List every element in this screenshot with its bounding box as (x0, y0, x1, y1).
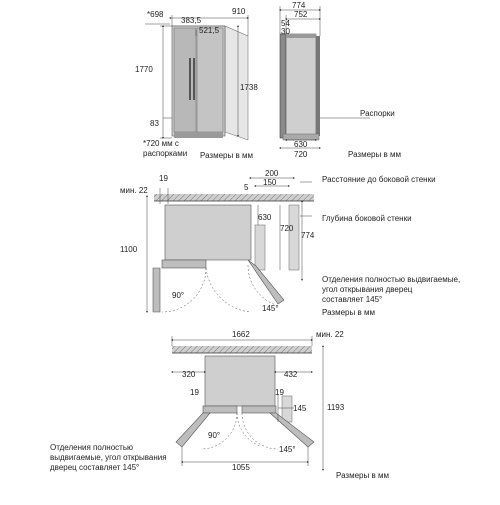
dim-521-5: 521,5 (199, 26, 220, 35)
dim-774-plan: 774 (301, 231, 315, 240)
door-handle-right (193, 58, 195, 100)
spacer-label: Распорки (360, 109, 395, 118)
fridge-door (197, 28, 223, 132)
front-note-line1: *720 мм с (143, 139, 179, 148)
plan2-fridge-body (205, 356, 275, 406)
dim-432: 432 (284, 370, 298, 379)
plan1-arc-mid (206, 268, 250, 312)
dim-145: 145 (293, 404, 307, 413)
dim-height-1770: 1770 (135, 65, 153, 74)
dim-5: 5 (244, 183, 249, 192)
dim-1193: 1193 (327, 403, 345, 412)
dim-1100: 1100 (120, 245, 138, 254)
dim-720-plan: 720 (280, 224, 294, 233)
dim-630: 630 (294, 140, 308, 149)
dim-383-5: 383,5 (181, 16, 202, 25)
dim-19-right: 19 (275, 388, 284, 397)
plan-view-2 (50, 330, 389, 480)
dim-19-left: 19 (190, 388, 199, 397)
freezer-door (174, 28, 196, 132)
dim-depth-774: 774 (292, 1, 306, 10)
front-units: Размеры в мм (200, 151, 253, 160)
side-door (280, 34, 286, 138)
plan1-fridge-body (165, 205, 251, 260)
dim-width-910: 910 (232, 7, 246, 16)
angle-90: 90° (172, 291, 185, 300)
dim-19: 19 (159, 174, 168, 183)
plan1-left-door-open (153, 268, 160, 312)
dim-min-22: мин. 22 (120, 186, 148, 195)
dim-depth-752: 752 (294, 10, 308, 19)
angle-145: 145° (262, 304, 279, 313)
side-top-edge (286, 34, 316, 38)
dim-200: 200 (265, 169, 279, 178)
plan1-side-wall-far (289, 205, 299, 270)
dim-30: 30 (281, 27, 290, 36)
angle-90-b: 90° (208, 431, 221, 440)
plan2-arc-2 (237, 413, 260, 446)
plan2-note-3: дверец составляет 145° (50, 463, 140, 472)
front-view (135, 7, 258, 160)
fridge-base (174, 132, 223, 138)
door-handle-left (189, 58, 191, 100)
plan2-units: Размеры в мм (336, 471, 389, 480)
plan-view-1 (120, 169, 460, 317)
plan1-side-wall-near (255, 225, 265, 270)
plan1-right-door-open (248, 260, 284, 304)
plan2-note-1: Отделения полностью (50, 443, 134, 452)
side-view (280, 1, 401, 159)
plan1-units: Размеры в мм (322, 308, 375, 317)
dim-54: 54 (281, 19, 290, 28)
dim-1055: 1055 (232, 463, 250, 472)
plan2-side-wall (282, 396, 292, 422)
plan2-left-door (203, 406, 237, 413)
dim-150: 150 (263, 178, 277, 187)
spacer-bar (316, 36, 320, 136)
dim-83: 83 (150, 119, 159, 128)
dim-height-1738: 1738 (240, 83, 258, 92)
plan2-left-door-open (176, 413, 210, 447)
angle-145-b: 145° (279, 445, 296, 454)
side-wall-depth: Глубина боковой стенки (322, 214, 412, 223)
plan1-left-door (162, 260, 206, 268)
plan1-note-3: составляет 145° (322, 295, 383, 304)
plan2-note-2: выдвигаемые, угол открывания (50, 453, 167, 462)
plan2-arc-3 (242, 413, 278, 449)
side-body (286, 34, 316, 138)
plan1-arc-left (162, 268, 206, 312)
side-units: Размеры в мм (348, 150, 401, 159)
side-wall-distance: Расстояние до боковой стенки (322, 175, 436, 184)
dim-1662: 1662 (232, 330, 250, 339)
dim-630-plan: 630 (258, 213, 272, 222)
dim-width-698: *698 (147, 10, 164, 19)
rear-wall-hatch (154, 194, 314, 201)
dim-720: 720 (294, 150, 308, 159)
dim-min-22-b: мин. 22 (316, 330, 344, 339)
rear-wall-hatch-2 (172, 346, 312, 353)
plan1-note-1: Отделения полностью выдвигаемые, (322, 275, 461, 284)
dim-320: 320 (182, 370, 196, 379)
plan2-right-door (242, 406, 276, 413)
front-note-line2: распорками (143, 149, 188, 158)
plan1-note-2: угол открывания дверец (322, 285, 413, 294)
